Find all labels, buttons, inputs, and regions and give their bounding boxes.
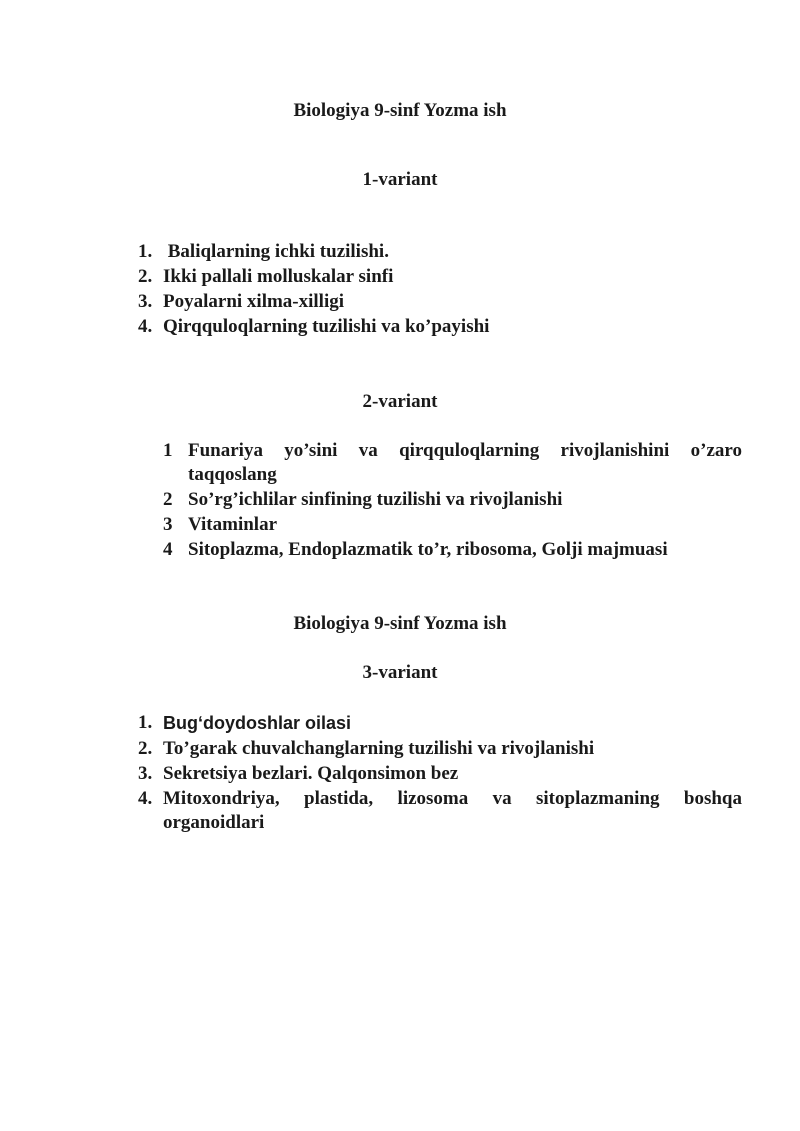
variant-2-heading: 2-variant (362, 391, 438, 412)
item-text: organoidlari (163, 812, 265, 833)
item-number: 4. (138, 316, 153, 337)
item-number: 4. (138, 788, 153, 809)
item-text: Poyalarni xilma-xilligi (163, 291, 345, 312)
item-number: 2. (138, 266, 153, 287)
item-number: 2 (163, 489, 173, 510)
item-number: 1. (138, 241, 153, 262)
item-number: 1 (163, 440, 173, 461)
variant-3-heading: 3-variant (362, 662, 438, 683)
item-text: Funariya yo’sini va qirqquloqlarning rivojlanishini o’zaro (188, 440, 742, 461)
item-number: 2. (138, 738, 153, 759)
item-text: Qirqquloqlarning tuzilishi va ko’payishi (163, 316, 490, 337)
item-number: 3. (138, 763, 153, 784)
item-text: Sitoplazma, Endoplazmatik to’r, ribosoma, Golji majmuasi (188, 539, 668, 560)
item-number: 3. (138, 291, 153, 312)
item-text: So’rg’ichlilar sinfining tuzilishi va rivojlanishi (188, 489, 563, 510)
item-text: Baliqlarning ichki tuzilishi. (163, 241, 389, 262)
document-title-second: Biologiya 9-sinf Yozma ish (293, 613, 507, 634)
variant-1-heading: 1-variant (362, 169, 438, 190)
item-text: taqqoslang (188, 464, 277, 485)
item-number: 1. (138, 712, 153, 733)
item-text: Ikki pallali molluskalar sinfi (163, 266, 394, 287)
item-text: Bugʻdoydoshlar oilasi (163, 713, 352, 733)
item-number: 3 (163, 514, 173, 535)
document-title: Biologiya 9-sinf Yozma ish (293, 100, 507, 121)
item-text: Vitaminlar (188, 514, 278, 535)
item-text: To’garak chuvalchanglarning tuzilishi va rivojlanishi (163, 738, 595, 759)
item-text: Sekretsiya bezlari. Qalqonsimon bez (163, 763, 459, 784)
item-text: Mitoxondriya, plastida, lizosoma va sitoplazmaning boshqa (163, 788, 742, 809)
item-number: 4 (163, 539, 173, 560)
